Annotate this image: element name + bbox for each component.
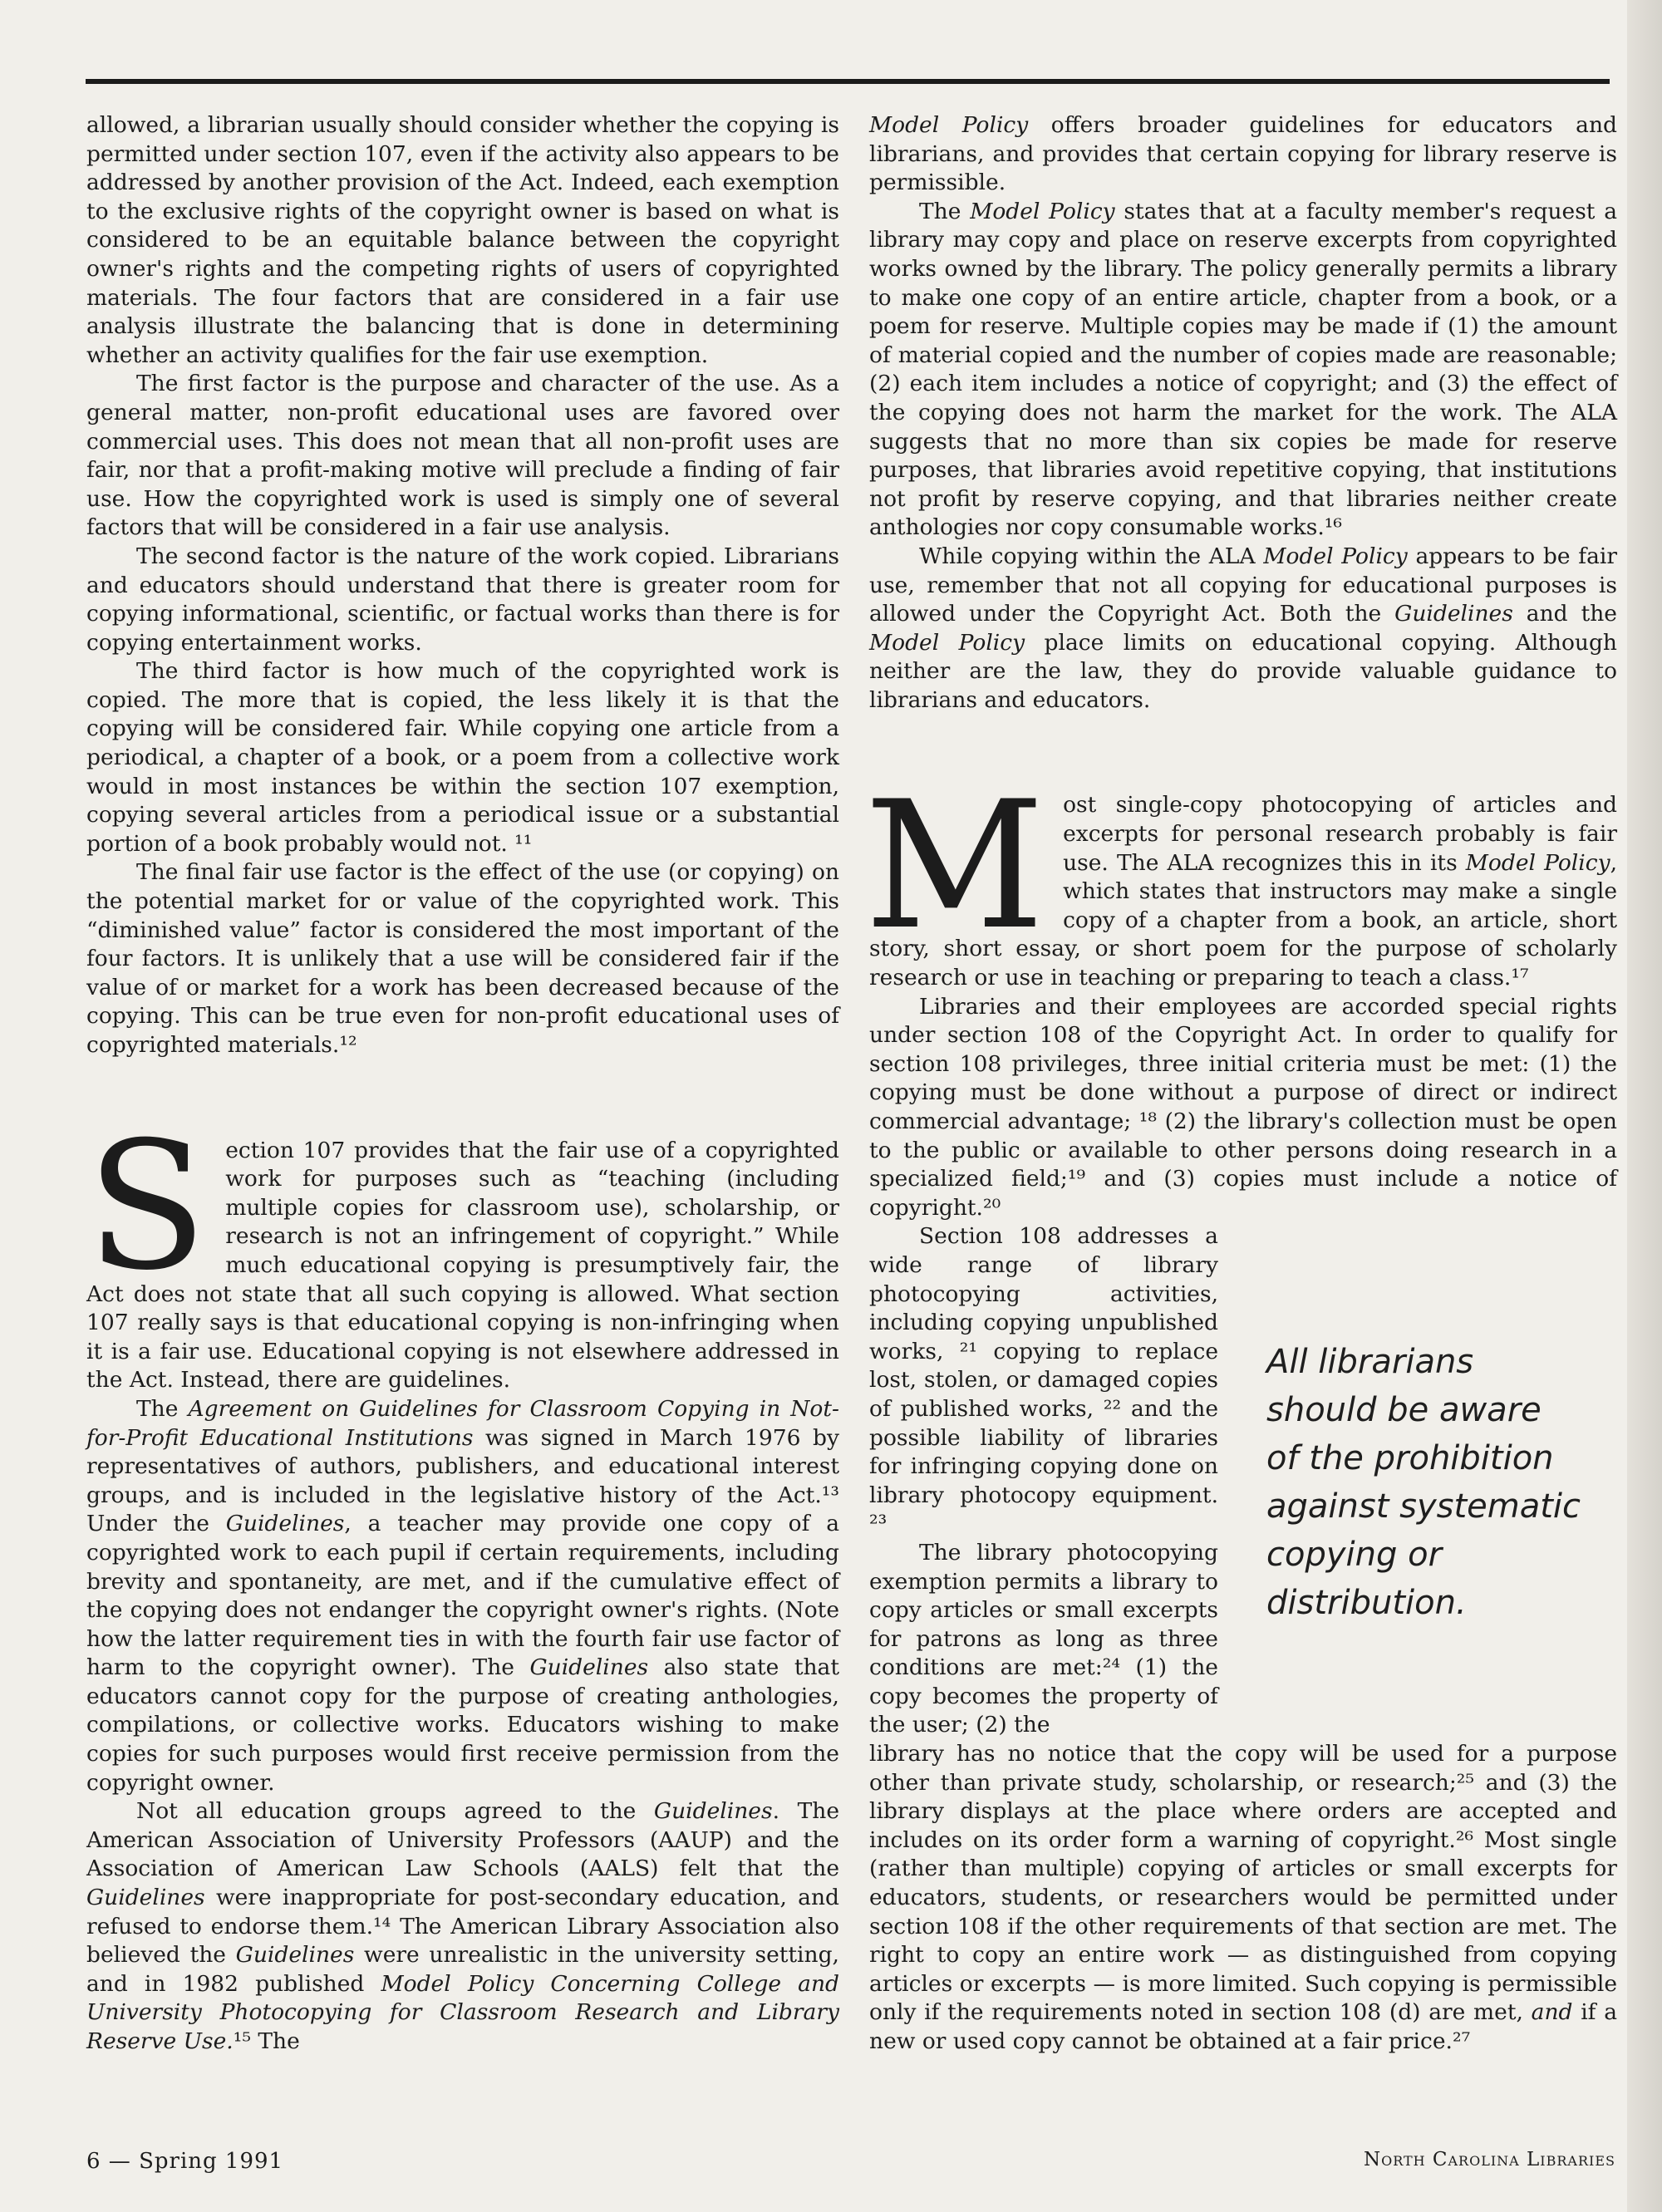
page-footer-publication: North Carolina Libraries	[1363, 2149, 1615, 2170]
paragraph-section-107: Section 107 provides that the fair use of a copyrighted work for purposes such as “teaching (including multiple copies for classroom use), scholarship, or research is not an infringement of copyright.” While much educational copying is presumptively fair, the Act does not state that all such copying is allowed. What section 107 really says is that educational copying is non-infringing when it is a fair use. Educational copying is not elsewhere addressed in the Act. Instead, there are guidelines.	[86, 1103, 839, 1394]
pull-quote-line: All librarians	[1266, 1343, 1474, 1381]
top-rule	[86, 79, 1610, 84]
paragraph-agreement-guidelines: The Agreement on Guidelines for Classroom Copying in Not-for-Profit Educational Institutions was signed in March 1976 by representatives of authors, publishers, and educational interest groups, and is included in the legislative history of the Act.¹³ Under the Guidelines, a teacher may provide one copy of a copyrighted work to each pupil if certain requirements, including brevity and spontaneity, are met, and if the cumulative effect of the copying does not endanger the copyright owner's rights. (Note how the latter requirement ties in with the fourth fair use factor of harm to the copyright owner). The Guidelines also state that educators cannot copy for the purpose of creating anthologies, compilations, or collective works. Educators wishing to make copies for such purposes would first receive permission from the copyright owner.	[86, 1395, 839, 1796]
paragraph-third-factor: The third factor is how much of the copyrighted work is copied. The more that is copied, the less likely it is that the copying will be considered fair. While copying one article from a periodical, a chapter of a book, or a poem from a collective work would in most instances be within the section 107 exemption, copying several articles from a periodical issue or a substantial portion of a book probably would not. ¹¹	[86, 658, 839, 857]
pull-quote-line: copying or	[1266, 1536, 1443, 1574]
pull-quote	[1266, 1338, 1615, 1627]
paragraph-model-policy-intro: Model Policy offers broader guidelines for educators and librarians, and provides that certain copying for library reserve is permissible.	[869, 112, 1617, 196]
paragraph-final-factor: The final fair use factor is the effect of the use (or copying) on the potential market for or value of the copyrighted work. This “diminished value” factor is considered the most important of the four factors. It is unlikely that a use will be considered fair if the value of or market for a work has been decreased because of the copying. This can be true even for non-profit educational uses of copyrighted materials.¹²	[86, 859, 839, 1058]
paragraph-education-groups: Not all education groups agreed to the Guidelines. The American Association of University Professors (AAUP) and the Association of American Law Schools (AALS) felt that the Guidelines were inappropriate for post-secondary education, and refused to endorse them.¹⁴ The American Library Association also believed the Guidelines were unrealistic in the university setting, and in 1982 published Model Policy Concerning College and University Photocopying for Classroom Research and Library Reserve Use.¹⁵ The	[86, 1798, 840, 2054]
drop-cap-m: M	[864, 763, 1045, 969]
page-edge	[1627, 0, 1662, 2212]
paragraph-single-copy: Most single-copy photocopying of articles and excerpts for personal research probably is fair use. The ALA recognizes this in its Model Policy, which states that instructors may make a single copy of a chapter from a book, an article, short story, short essay, or short poem for the purpose of scholarly research or use in teaching or preparing to teach a class.¹⁷	[864, 763, 1617, 991]
pull-quote-line: against systematic	[1266, 1487, 1581, 1526]
pull-quote-line: should be aware	[1266, 1391, 1542, 1429]
paragraph-photocopying-exemption: The library photocopying exemption permits a library to copy articles or small excerpts for patrons as long as three conditions are met:²⁴ (1) the copy becomes the property of the user; (2) the	[869, 1539, 1218, 1738]
paragraph-first-factor: The first factor is the purpose and character of the use. As a general matter, non-profit educational uses are favored over commercial uses. This does not mean that all non-profit uses are fair, nor that a profit-making motive will preclude a finding of fair use. How the copyrighted work is used is simply one of several factors that will be considered in a fair use analysis.	[86, 371, 839, 541]
paragraph-photocopying-exemption-continued: library has no notice that the copy will be used for a purpose other than private study, scholarship, or research;²⁵ and (3) the library displays at the place where orders are accepted and includes on its order form a warning of copyright.²⁶ Most single (rather than multiple) copying of articles or small excerpts for educators, students, or researchers would be permitted under section 108 if the other requirements of that section are met. The right to copy an entire work — as distinguished from copying articles or excerpts — is more limited. Such copying is permissible only if the requirements noted in section 108 (d) are met, and if a new or used copy cannot be obtained at a fair price.²⁷	[869, 1741, 1617, 2054]
pull-quote-line: of the prohibition	[1266, 1439, 1554, 1477]
paragraph-model-policy-reserve: The Model Policy states that at a faculty member's request a library may copy and place on reserve excerpts from copyrighted works owned by the library. The policy generally permits a library to make one copy of an entire article, chapter from a book, or a poem for reserve. Multiple copies may be made if (1) the amount of material copied and the number of copies made are reasonable; (2) each item includes a notice of copyright; and (3) the effect of the copying does not harm the market for the work. The ALA suggests that no more than six copies be made for reserve purposes, that libraries avoid repetitive copying, that institutions not profit by reserve copying, and that libraries neither create anthologies nor copy consumable works.¹⁶	[869, 198, 1618, 541]
paragraph-section-108: Libraries and their employees are accorded special rights under section 108 of the Copyright Act. In order to qualify for section 108 privileges, three initial criteria must be met: (1) the copying must be done without a purpose of direct or indirect commercial advantage; ¹⁸ (2) the library's collection must be open to the public or available to other persons doing research in a specialized field;¹⁹ and (3) copies must include a notice of copyright.²⁰	[869, 993, 1617, 1221]
paragraph-fair-use-intro: allowed, a librarian usually should consider whether the copying is permitted under section 107, even if the activity also appears to be addressed by another provision of the Act. Indeed, each exemption to the exclusive rights of the copyright owner is based on what is considered to be an equitable balance between the copyright owner's rights and the competing rights of users of copyrighted materials. The four factors that are considered in a fair use analysis illustrate the balancing that is done in determining whether an activity qualifies for the fair use exemption.	[86, 112, 839, 368]
paragraph-section-108-activities: Section 108 addresses a wide range of library photocopying activities, including copying unpublished works, ²¹ copying to replace lost, stolen, or damaged copies of published works, ²² and the possible liability of libraries for infringing copying done on library photocopy equipment. ²³	[869, 1223, 1218, 1537]
drop-cap-s: S	[86, 1103, 208, 1309]
page-footer-issue: 6 — Spring 1991	[86, 2149, 284, 2174]
right-column	[864, 111, 1618, 2057]
left-column	[86, 111, 839, 2057]
paragraph-ala-model-policy: While copying within the ALA Model Policy appears to be fair use, remember that not all copying for educational purposes is allowed under the Copyright Act. Both the Guidelines and the Model Policy place limits on educational copying. Although neither are the law, they do provide valuable guidance to librarians and educators.	[869, 543, 1618, 713]
pull-quote-line: distribution.	[1266, 1584, 1467, 1622]
paragraph-second-factor: The second factor is the nature of the work copied. Librarians and educators should understand that there is greater room for copying informational, scientific, or factual works than there is for copying entertainment works.	[86, 543, 839, 656]
